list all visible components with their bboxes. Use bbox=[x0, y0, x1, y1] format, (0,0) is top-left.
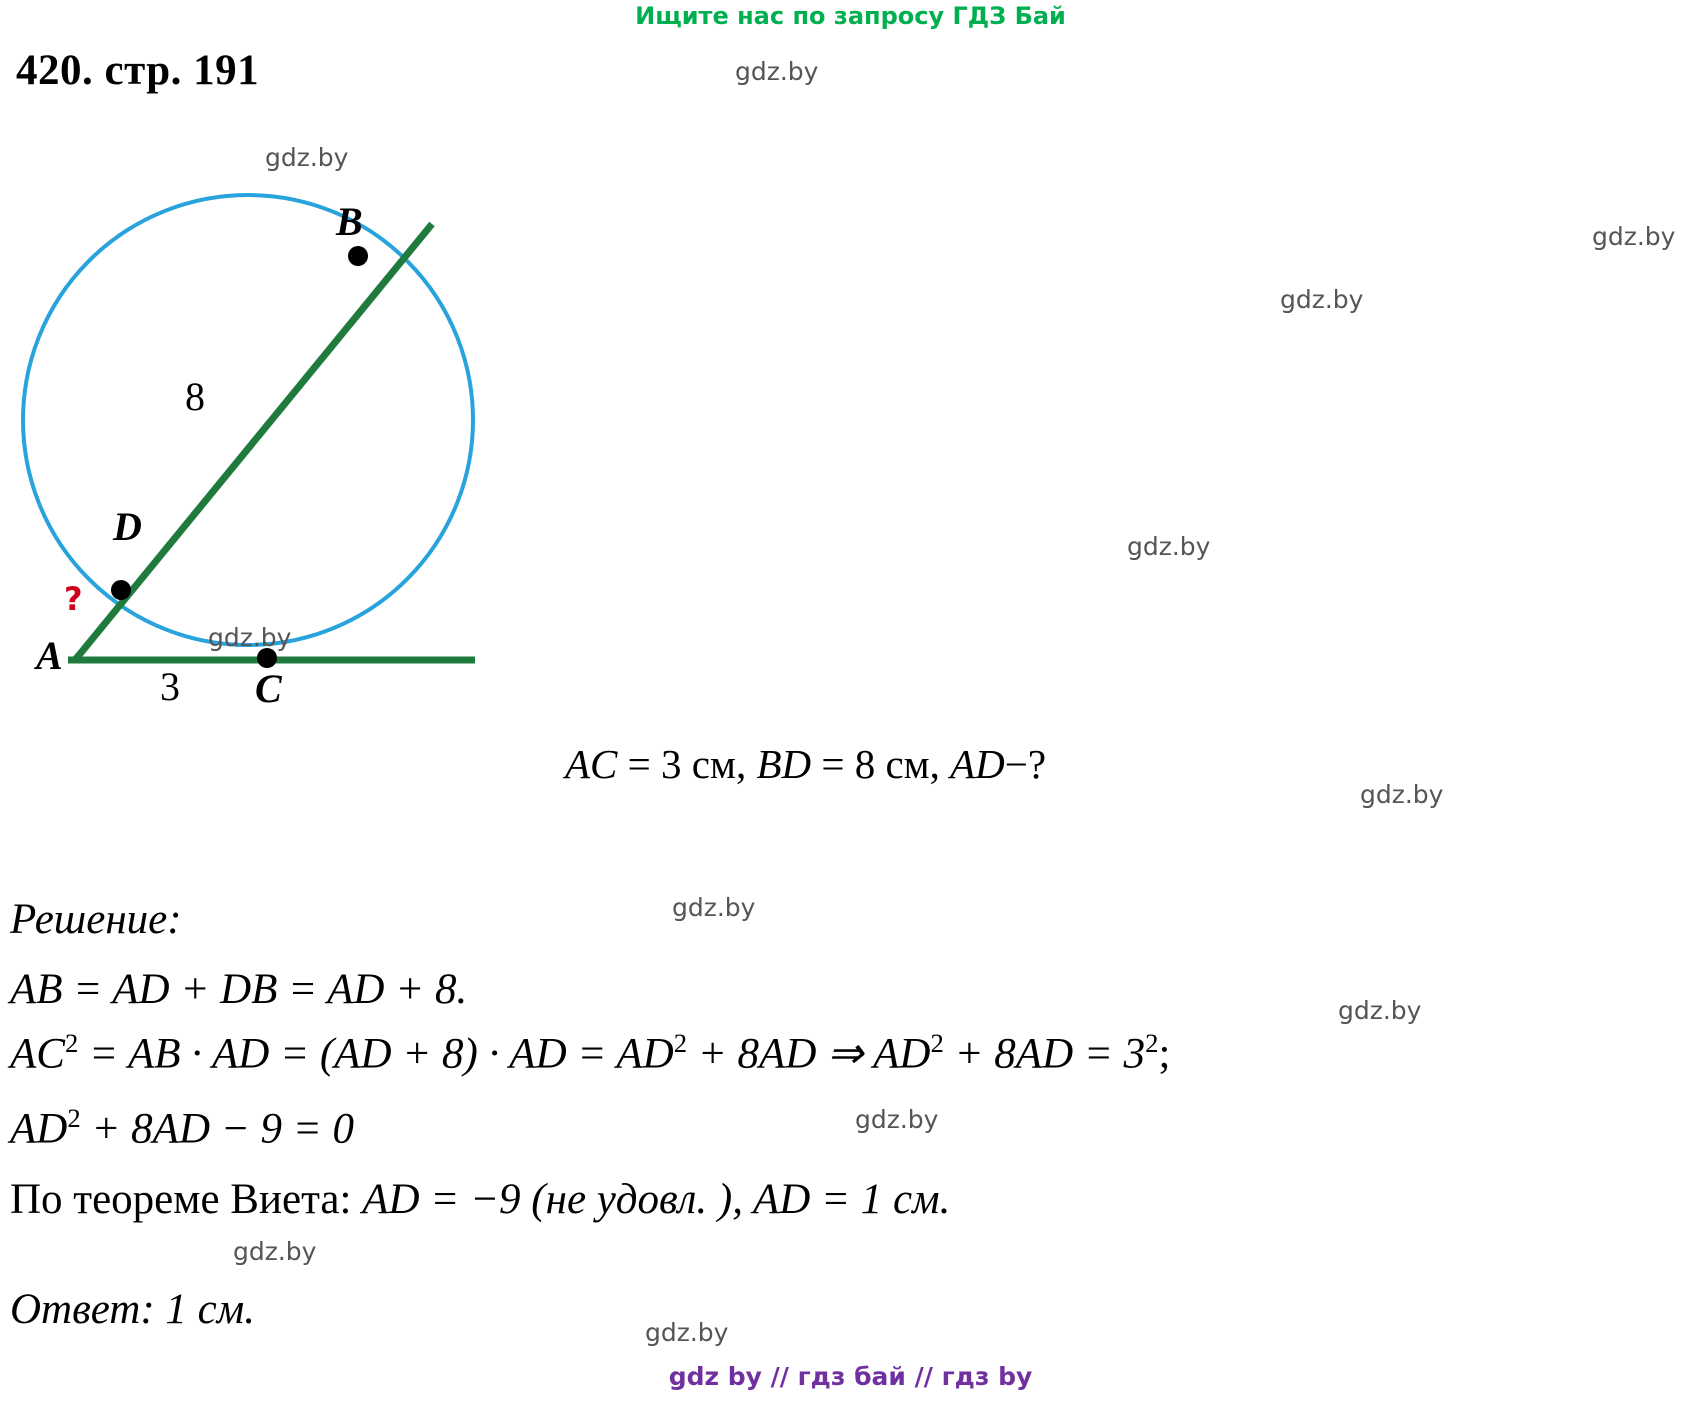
line2-sup2: 2 bbox=[673, 1028, 688, 1058]
watermark-8: gdz.by bbox=[1338, 996, 1422, 1025]
task-number-heading: 420. стр. 191 bbox=[16, 47, 260, 94]
tangent-length-3: 3 bbox=[160, 664, 180, 709]
watermark-9: gdz.by bbox=[855, 1105, 939, 1134]
given-cm1: см bbox=[691, 741, 736, 787]
top-promo-banner: Ищите нас по запросу ГДЗ Бай bbox=[635, 2, 1066, 30]
point-B bbox=[348, 246, 368, 266]
watermark-2: gdz.by bbox=[1592, 222, 1676, 251]
label-A: A bbox=[36, 633, 63, 678]
chord-length-8: 8 bbox=[185, 374, 205, 419]
line3-b: + 8AD − 9 = 0 bbox=[80, 1105, 355, 1153]
given-comma1: , bbox=[735, 741, 757, 787]
given-cm2: см bbox=[885, 741, 930, 787]
watermark-5: gdz.by bbox=[208, 623, 292, 652]
watermark-11: gdz.by bbox=[645, 1318, 729, 1347]
solution-line-3 bbox=[10, 1103, 354, 1153]
line2-sup4: 2 bbox=[1145, 1028, 1159, 1058]
watermark-10: gdz.by bbox=[233, 1237, 317, 1266]
vieta-body: AD = −9 (не удовл. ), AD = 1 см. bbox=[362, 1176, 951, 1223]
solution-line-4 bbox=[10, 1175, 950, 1224]
given-statement bbox=[565, 740, 1046, 788]
answer-line bbox=[10, 1285, 255, 1334]
circle-shape bbox=[23, 195, 473, 645]
given-ac: AC bbox=[565, 741, 618, 787]
label-C: C bbox=[255, 666, 282, 711]
label-B: B bbox=[336, 199, 363, 244]
question-mark-angle: ? bbox=[64, 580, 83, 618]
watermark-7: gdz.by bbox=[672, 893, 756, 922]
vieta-prefix: По теореме Виета: bbox=[10, 1176, 363, 1223]
line2-ac: AC bbox=[10, 1030, 65, 1078]
line3-ad: AD bbox=[10, 1105, 68, 1153]
given-ad: AD bbox=[950, 741, 1005, 787]
point-D bbox=[111, 580, 131, 600]
line2-e: ; bbox=[1158, 1030, 1171, 1078]
watermark-1: gdz.by bbox=[265, 143, 349, 172]
watermark-4: gdz.by bbox=[1127, 532, 1211, 561]
solution-line-1: AB = AD + DB = AD + 8. bbox=[10, 966, 468, 1013]
given-bd: BD bbox=[756, 741, 812, 787]
line2-sup3: 2 bbox=[930, 1028, 944, 1058]
given-eq2: = 8 bbox=[811, 741, 886, 787]
solution-line-2 bbox=[10, 1028, 1170, 1078]
label-D: D bbox=[113, 504, 142, 549]
line2-sup1: 2 bbox=[64, 1028, 79, 1058]
line2-d: + 8AD = 3 bbox=[943, 1030, 1146, 1078]
line2-b: = AB · AD = (AD + 8) · AD = AD bbox=[78, 1030, 674, 1078]
watermark-6: gdz.by bbox=[1360, 780, 1444, 809]
answer-value: 1 см. bbox=[154, 1286, 255, 1333]
given-eq1: = 3 bbox=[617, 741, 692, 787]
line2-c: + 8AD ⇒ AD bbox=[687, 1030, 931, 1078]
watermark-0: gdz.by bbox=[735, 57, 819, 86]
given-tail: −? bbox=[1004, 741, 1047, 787]
bottom-promo-links: gdz by // гдз бай // гдз by bbox=[668, 1362, 1033, 1391]
line3-sup: 2 bbox=[67, 1103, 81, 1133]
solution-heading: Решение: bbox=[10, 896, 182, 943]
given-comma2: , bbox=[929, 741, 951, 787]
watermark-3: gdz.by bbox=[1280, 285, 1364, 314]
answer-label: Ответ: bbox=[10, 1286, 155, 1333]
